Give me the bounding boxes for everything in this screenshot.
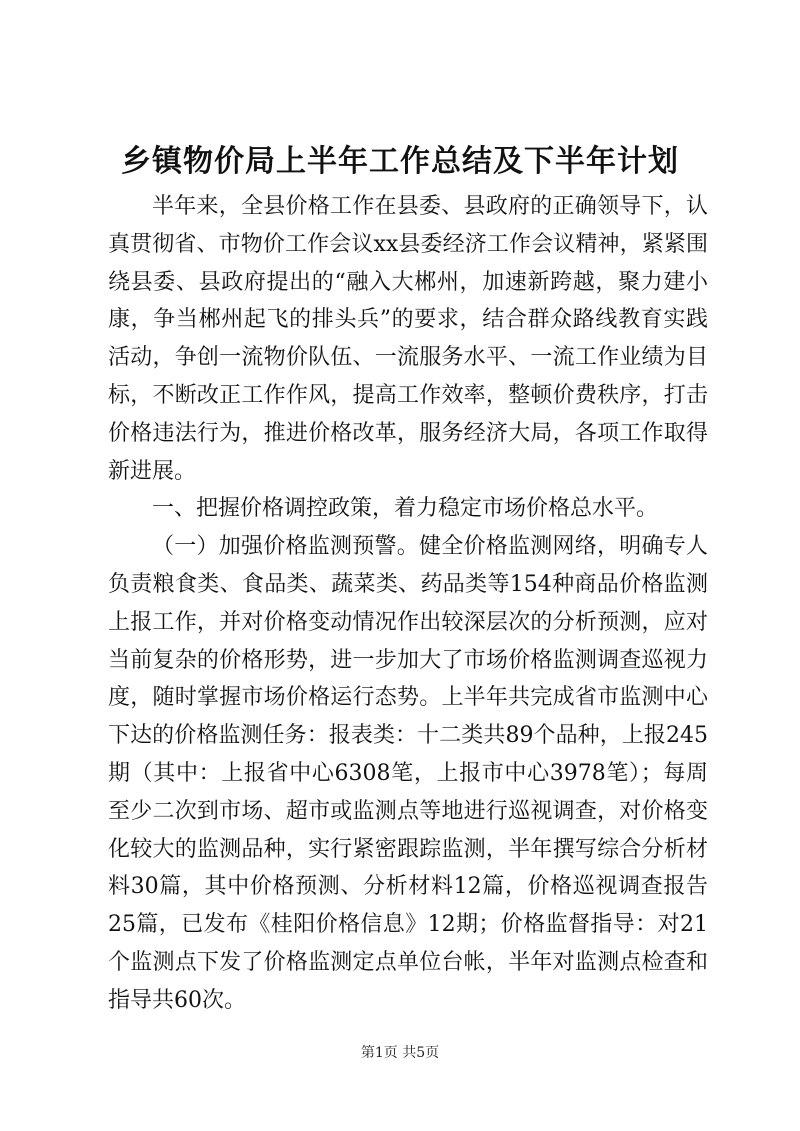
page-footer: 第1页 共5页	[360, 1045, 440, 1061]
subsection-paragraph-1: （一）加强价格监测预警。健全价格监测网络，明确专人负责粮食类、食品类、蔬菜类、药品类等154种商品价格监测上报工作，并对价格变动情况作出较深层次的分析预测，应对当前复杂的价格形势，进一步加大了市场价格监测调查巡视力度，随时掌握市场价格运行态势。上半年共完成省市监测中心下达的价格监测任务：报表类：十二类共89个品种，上报245期（其中：上报省中心6308笔，上报市中心3978笔）；每周至少二次到市场、超市或监测点等地进行巡视调查，对价格变化较大的监测品种，实行紧密跟踪监测，半年撰写综合分析材料30篇，其中价格预测、分析材料12篇，价格巡视调查报告25篇，已发布《桂阳价格信息》12期；价格监督指导：对21个监测点下发了价格监测定点单位台帐，半年对监测点检查和指导共60次。	[108, 534, 708, 1013]
section-heading-1: 一、把握价格调控政策，着力稳定市场价格总水平。	[152, 496, 659, 522]
document-title: 乡镇物价局上半年工作总结及下半年计划	[121, 144, 679, 179]
document-body	[108, 188, 708, 1020]
intro-paragraph: 半年来，全县价格工作在县委、县政府的正确领导下，认真贯彻省、市物价工作会议xx县委经济工作会议精神，紧紧围绕县委、县政府提出的“融入大郴州，加速新跨越，聚力建小康，争当郴州起飞的排头兵”的要求，结合群众路线教育实践活动，争创一流物价队伍、一流服务水平、一流工作业绩为目标，不断改正工作作风，提高工作效率，整顿价费秩序，打击价格违法行为，推进价格改革，服务经济大局，各项工作取得新进展。	[108, 194, 708, 484]
